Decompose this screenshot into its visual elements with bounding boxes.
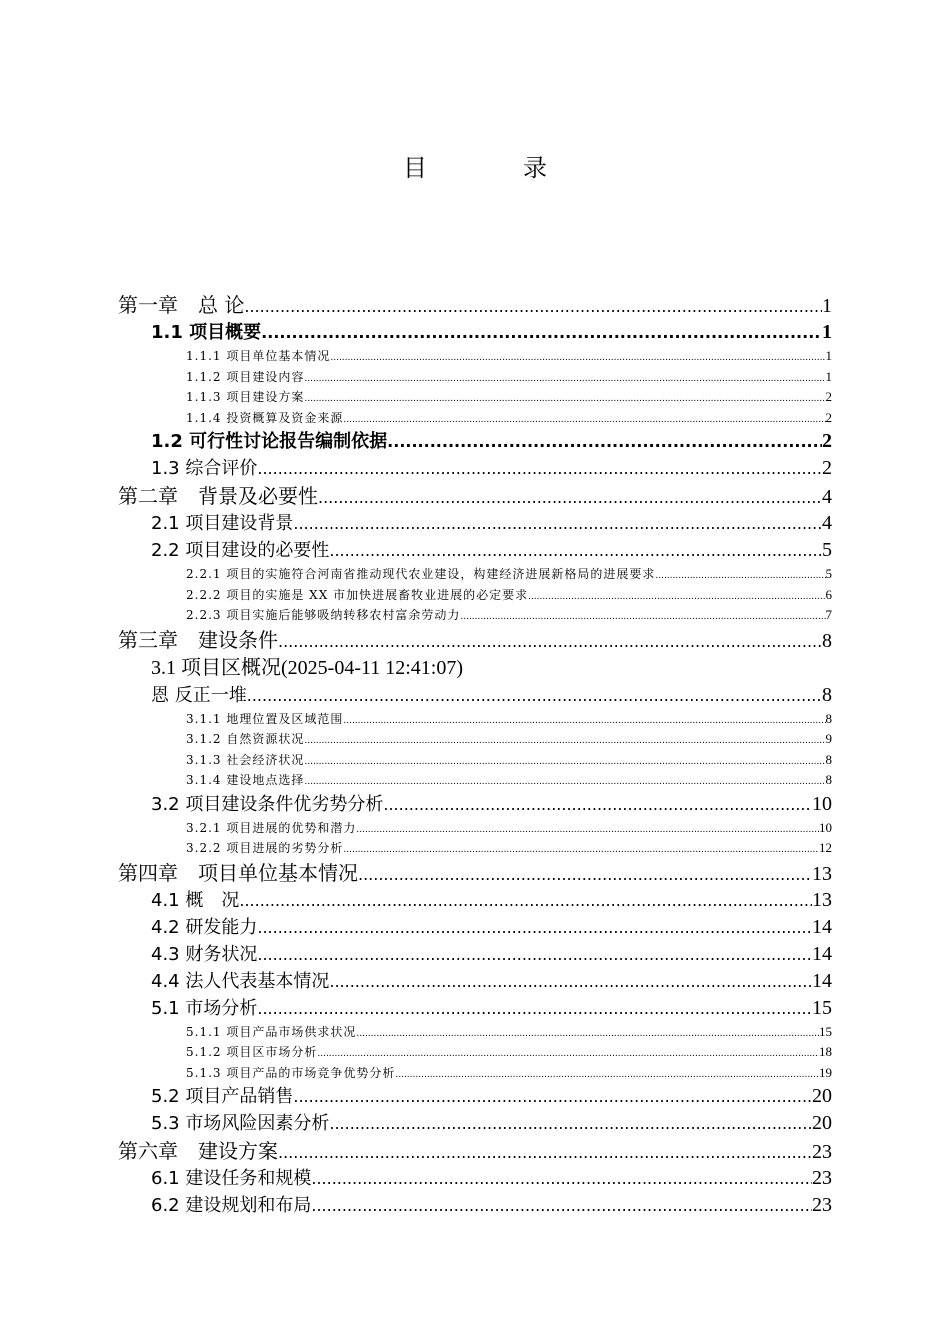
toc-label: 5.1 市场分析	[151, 997, 258, 1019]
toc-entry[interactable]	[118, 1022, 832, 1043]
toc-leader	[257, 995, 812, 1022]
toc-page-number: 2	[822, 430, 832, 452]
toc-label: 5.2 项目产品销售	[151, 1086, 294, 1107]
toc-entry[interactable]	[118, 995, 832, 1022]
toc-leader	[311, 1165, 812, 1192]
toc-entry[interactable]	[118, 1063, 832, 1084]
table-of-contents	[118, 291, 832, 1219]
toc-page-number: 5	[825, 566, 832, 581]
toc-leader	[329, 968, 812, 995]
toc-page-number: 6	[825, 586, 832, 602]
toc-page-number: 7	[825, 607, 832, 622]
toc-label: 4.1 概 况	[151, 889, 240, 911]
toc-page-number: 2	[825, 389, 832, 404]
toc-leader	[318, 484, 822, 512]
toc-leader	[244, 293, 822, 321]
toc-entry[interactable]	[118, 585, 832, 606]
toc-page-number: 23	[812, 1194, 832, 1216]
toc-label: 2.2 项目建设的必要性	[151, 540, 330, 561]
toc-label: 第二章 背景及必要性	[118, 484, 318, 508]
toc-leader	[257, 455, 822, 482]
toc-leader	[304, 772, 825, 793]
toc-label: 3.1.2 自然资源状况	[186, 732, 305, 746]
toc-page-number: 5	[822, 539, 832, 561]
toc-leader	[304, 369, 825, 390]
toc-page-number: 8	[825, 710, 832, 726]
toc-label: 第三章 建设条件	[118, 627, 278, 652]
toc-label: 1.3 综合评价	[151, 458, 258, 479]
toc-label: 4.4 法人代表基本情况	[151, 970, 330, 992]
toc-entry[interactable]	[118, 346, 832, 367]
toc-entry[interactable]	[118, 428, 832, 455]
toc-page-number: 23	[812, 1167, 832, 1189]
toc-label: 3.1.1 地理位置及区域范围	[186, 711, 344, 726]
toc-label: 6.1 建设任务和规模	[151, 1168, 312, 1189]
toc-label: 2.2.2 项目的实施是 XX 市加快进展畜牧业进展的必定要求	[186, 587, 529, 602]
toc-entry[interactable]	[118, 408, 832, 429]
toc-entry[interactable]	[118, 1042, 832, 1063]
toc-label: 1.1.4 投资概算及资金来源	[186, 410, 344, 425]
toc-page-number: 8	[822, 683, 832, 706]
toc-entry[interactable]	[118, 455, 832, 482]
toc-page-number: 2	[825, 409, 832, 425]
toc-label: 2.2.1 项目的实施符合河南省推动现代农业建设，构建经济进展新格局的进展要求	[186, 567, 656, 581]
toc-entry[interactable]	[118, 818, 832, 839]
page-title: 目 录	[403, 154, 583, 182]
toc-leader	[304, 731, 825, 752]
toc-label: 5.1.3 项目产品的市场竞争优势分析	[186, 1065, 396, 1080]
toc-page-number: 13	[812, 888, 832, 911]
toc-page-number: 15	[819, 1023, 832, 1039]
toc-label: 2.2.3 项目实施后能够吸纳转移农村富余劳动力	[186, 608, 461, 622]
toc-entry[interactable]	[118, 510, 832, 537]
toc-leader	[239, 887, 812, 914]
toc-leader	[343, 410, 825, 431]
toc-leader	[358, 861, 812, 889]
toc-leader	[317, 1044, 819, 1065]
toc-label: 3.2.1 项目进展的优势和潜力	[186, 820, 357, 835]
toc-entry[interactable]	[118, 482, 832, 510]
toc-page-number: 14	[812, 915, 832, 938]
toc-entry[interactable]	[118, 319, 832, 346]
toc-entry[interactable]	[118, 1137, 832, 1165]
toc-page-number: 1	[822, 295, 832, 317]
toc-leader	[329, 1110, 812, 1137]
toc-page-number: 4	[822, 512, 832, 534]
toc-label: 3.2 项目建设条件优劣势分析	[151, 793, 384, 815]
toc-page-number: 13	[812, 862, 832, 885]
toc-entry[interactable]	[118, 564, 832, 585]
toc-leader	[395, 1065, 819, 1086]
toc-page-number: 18	[819, 1044, 832, 1059]
toc-label: 恩 反正一堆	[151, 684, 247, 706]
toc-entry[interactable]	[118, 1165, 832, 1192]
toc-leader	[343, 840, 819, 861]
toc-entry[interactable]	[118, 682, 832, 709]
toc-entry[interactable]	[118, 859, 832, 887]
toc-subheading: 3.1 项目区概况(2025-04-11 12:41:07)	[151, 656, 464, 679]
toc-entry[interactable]	[118, 1083, 832, 1110]
toc-entry[interactable]	[118, 729, 832, 750]
toc-page-number: 2	[822, 457, 832, 479]
toc-leader	[383, 791, 812, 818]
toc-entry[interactable]	[118, 387, 832, 408]
toc-leader	[460, 607, 825, 628]
toc-label: 第一章 总 论	[118, 293, 245, 317]
toc-label: 第六章 建设方案	[118, 1139, 278, 1163]
toc-entry[interactable]	[118, 791, 832, 818]
toc-leader	[528, 587, 825, 608]
toc-leader	[304, 389, 825, 410]
toc-label: 4.2 研发能力	[151, 916, 258, 938]
toc-page-number: 12	[819, 840, 832, 855]
toc-leader	[293, 1083, 812, 1110]
toc-entry[interactable]	[118, 605, 832, 626]
toc-page-number: 10	[819, 819, 832, 835]
toc-page-number: 8	[825, 772, 832, 787]
toc-entry[interactable]	[118, 1110, 832, 1137]
toc-page-number: 15	[812, 996, 832, 1019]
toc-leader	[356, 1024, 819, 1045]
toc-entry[interactable]	[118, 887, 832, 914]
toc-page-number: 20	[812, 1112, 832, 1134]
toc-label: 第四章 项目单位基本情况	[118, 860, 358, 885]
toc-page-number: 14	[812, 969, 832, 992]
toc-label: 5.1.1 项目产品市场供求状况	[186, 1024, 357, 1039]
toc-entry[interactable]	[118, 367, 832, 388]
toc-label: 4.3 财务状况	[151, 943, 258, 965]
toc-page-number: 8	[822, 629, 832, 652]
toc-leader	[261, 319, 822, 346]
toc-label: 6.2 建设规划和布局	[151, 1195, 312, 1216]
toc-label: 3.2.2 项目进展的劣势分析	[186, 841, 344, 855]
toc-page-number: 9	[825, 731, 832, 746]
toc-leader	[247, 682, 822, 709]
toc-label: 1.2 可行性讨论报告编制依据	[151, 431, 388, 452]
toc-entry[interactable]	[118, 1192, 832, 1219]
toc-page-number: 10	[812, 792, 832, 815]
toc-leader	[387, 428, 822, 455]
toc-label: 1.1.1 项目单位基本情况	[186, 349, 331, 363]
toc-page-number: 1	[825, 368, 832, 384]
toc-leader	[343, 711, 825, 732]
toc-entry[interactable]	[118, 968, 832, 995]
toc-leader	[257, 941, 812, 968]
toc-page-number: 1	[822, 321, 832, 343]
toc-leader	[293, 510, 822, 537]
toc-label: 1.1.2 项目建设内容	[186, 369, 305, 384]
toc-leader	[356, 820, 819, 841]
toc-entry[interactable]	[118, 914, 832, 941]
toc-entry[interactable]	[118, 750, 832, 771]
toc-label: 5.3 市场风险因素分析	[151, 1113, 330, 1134]
toc-leader	[278, 628, 822, 656]
toc-entry[interactable]	[118, 537, 832, 564]
toc-entry[interactable]	[118, 291, 832, 319]
toc-leader	[311, 1192, 812, 1219]
toc-leader	[655, 566, 825, 587]
toc-page-number: 23	[812, 1141, 832, 1163]
toc-leader	[330, 348, 825, 369]
toc-label: 1.1.3 项目建设方案	[186, 390, 305, 404]
toc-leader	[304, 752, 825, 773]
toc-leader	[329, 537, 822, 564]
toc-label: 3.1.4 建设地点选择	[186, 773, 305, 787]
toc-entry[interactable]	[118, 838, 832, 859]
toc-page-number: 14	[812, 942, 832, 965]
toc-entry[interactable]	[118, 709, 832, 730]
toc-entry[interactable]	[118, 770, 832, 791]
toc-page-number: 4	[822, 486, 832, 508]
toc-page-number: 1	[825, 348, 832, 363]
toc-entry[interactable]	[118, 941, 832, 968]
toc-page-number: 19	[819, 1064, 832, 1080]
toc-leader	[257, 914, 812, 941]
toc-label: 3.1.3 社会经济状况	[186, 752, 305, 767]
toc-page-number: 8	[825, 751, 832, 767]
toc-leader	[278, 1139, 812, 1167]
toc-label: 2.1 项目建设背景	[151, 513, 294, 534]
toc-label: 1.1 项目概要	[151, 322, 262, 343]
toc-entry[interactable]	[118, 626, 832, 654]
toc-label: 5.1.2 项目区市场分析	[186, 1045, 318, 1059]
toc-page-number: 20	[812, 1085, 832, 1107]
